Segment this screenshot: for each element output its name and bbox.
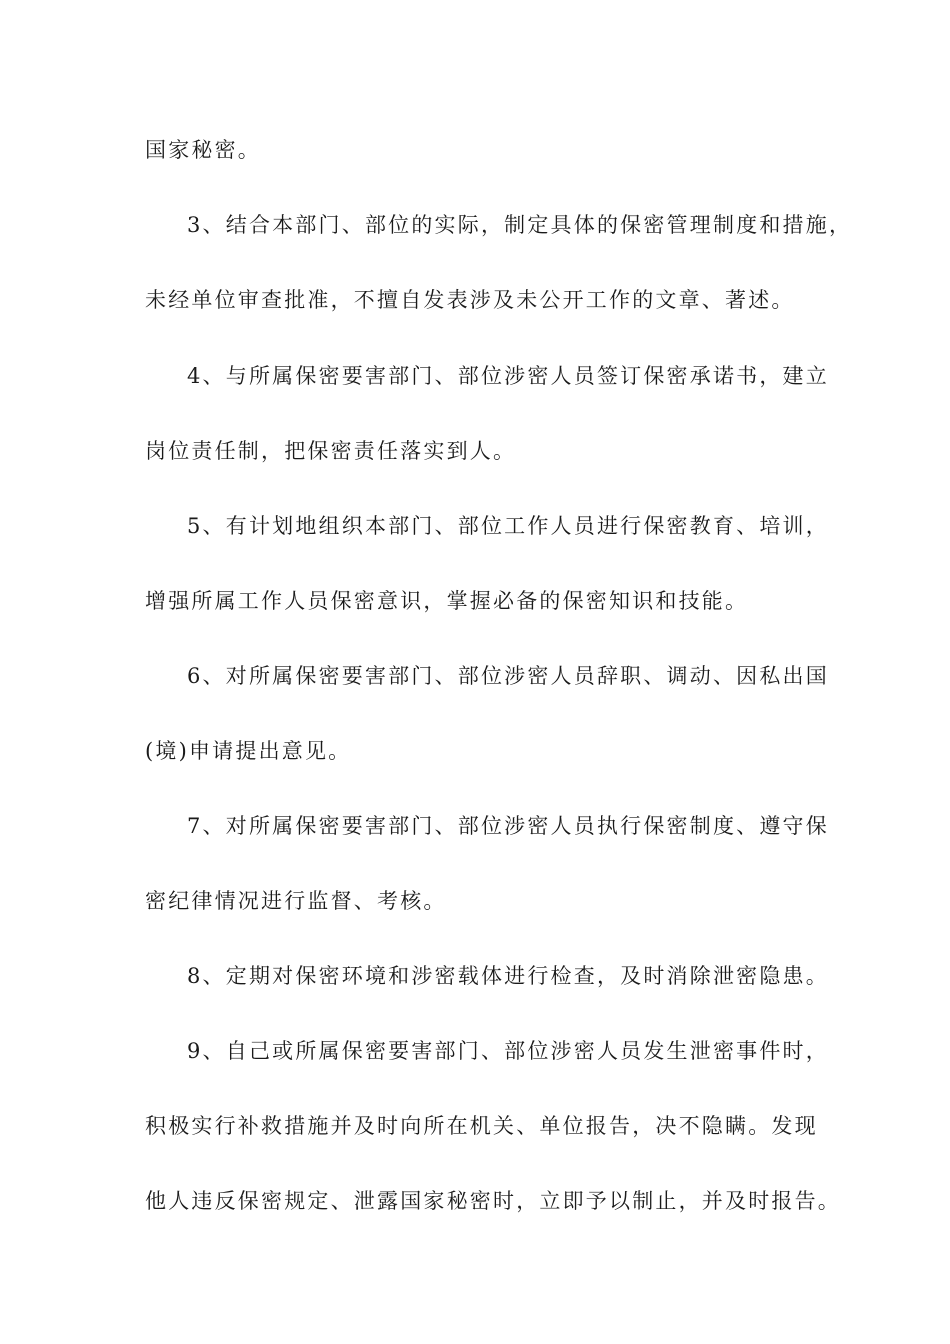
text-line: 国家秘密。 <box>145 138 261 162</box>
paragraph-item-3-line-1: 3、结合本部门、部位的实际，制定具体的保密管理制度和措施， <box>187 213 853 237</box>
paragraph-item-3-line-2: 未经单位审查批准，不擅自发表涉及未公开工作的文章、著述。 <box>145 288 795 312</box>
paragraph-item-9-line-3: 他人违反保密规定、泄露国家秘密时，立即予以制止，并及时报告。 <box>145 1189 841 1213</box>
paragraph-item-8-line-1: 8、定期对保密环境和涉密载体进行检查，及时消除泄密隐患。 <box>187 964 829 988</box>
paragraph-item-6-line-2: (境)申请提出意见。 <box>145 739 352 763</box>
paragraph-item-7-line-2: 密纪律情况进行监督、考核。 <box>145 889 447 913</box>
paragraph-item-4-line-2: 岗位责任制，把保密责任落实到人。 <box>145 439 517 463</box>
paragraph-item-5-line-2: 增强所属工作人员保密意识，掌握必备的保密知识和技能。 <box>145 589 749 613</box>
paragraph-item-7-line-1: 7、对所属保密要害部门、部位涉密人员执行保密制度、遵守保 <box>187 814 829 838</box>
paragraph-item-5-line-1: 5、有计划地组织本部门、部位工作人员进行保密教育、培训， <box>187 514 829 538</box>
paragraph-item-4-line-1: 4、与所属保密要害部门、部位涉密人员签订保密承诺书，建立 <box>187 364 829 388</box>
paragraph-item-9-line-2: 积极实行补救措施并及时向所在机关、单位报告，决不隐瞒。发现 <box>145 1114 818 1138</box>
paragraph-item-6-line-1: 6、对所属保密要害部门、部位涉密人员辞职、调动、因私出国 <box>187 664 829 688</box>
paragraph-item-9-line-1: 9、自己或所属保密要害部门、部位涉密人员发生泄密事件时， <box>187 1039 829 1063</box>
